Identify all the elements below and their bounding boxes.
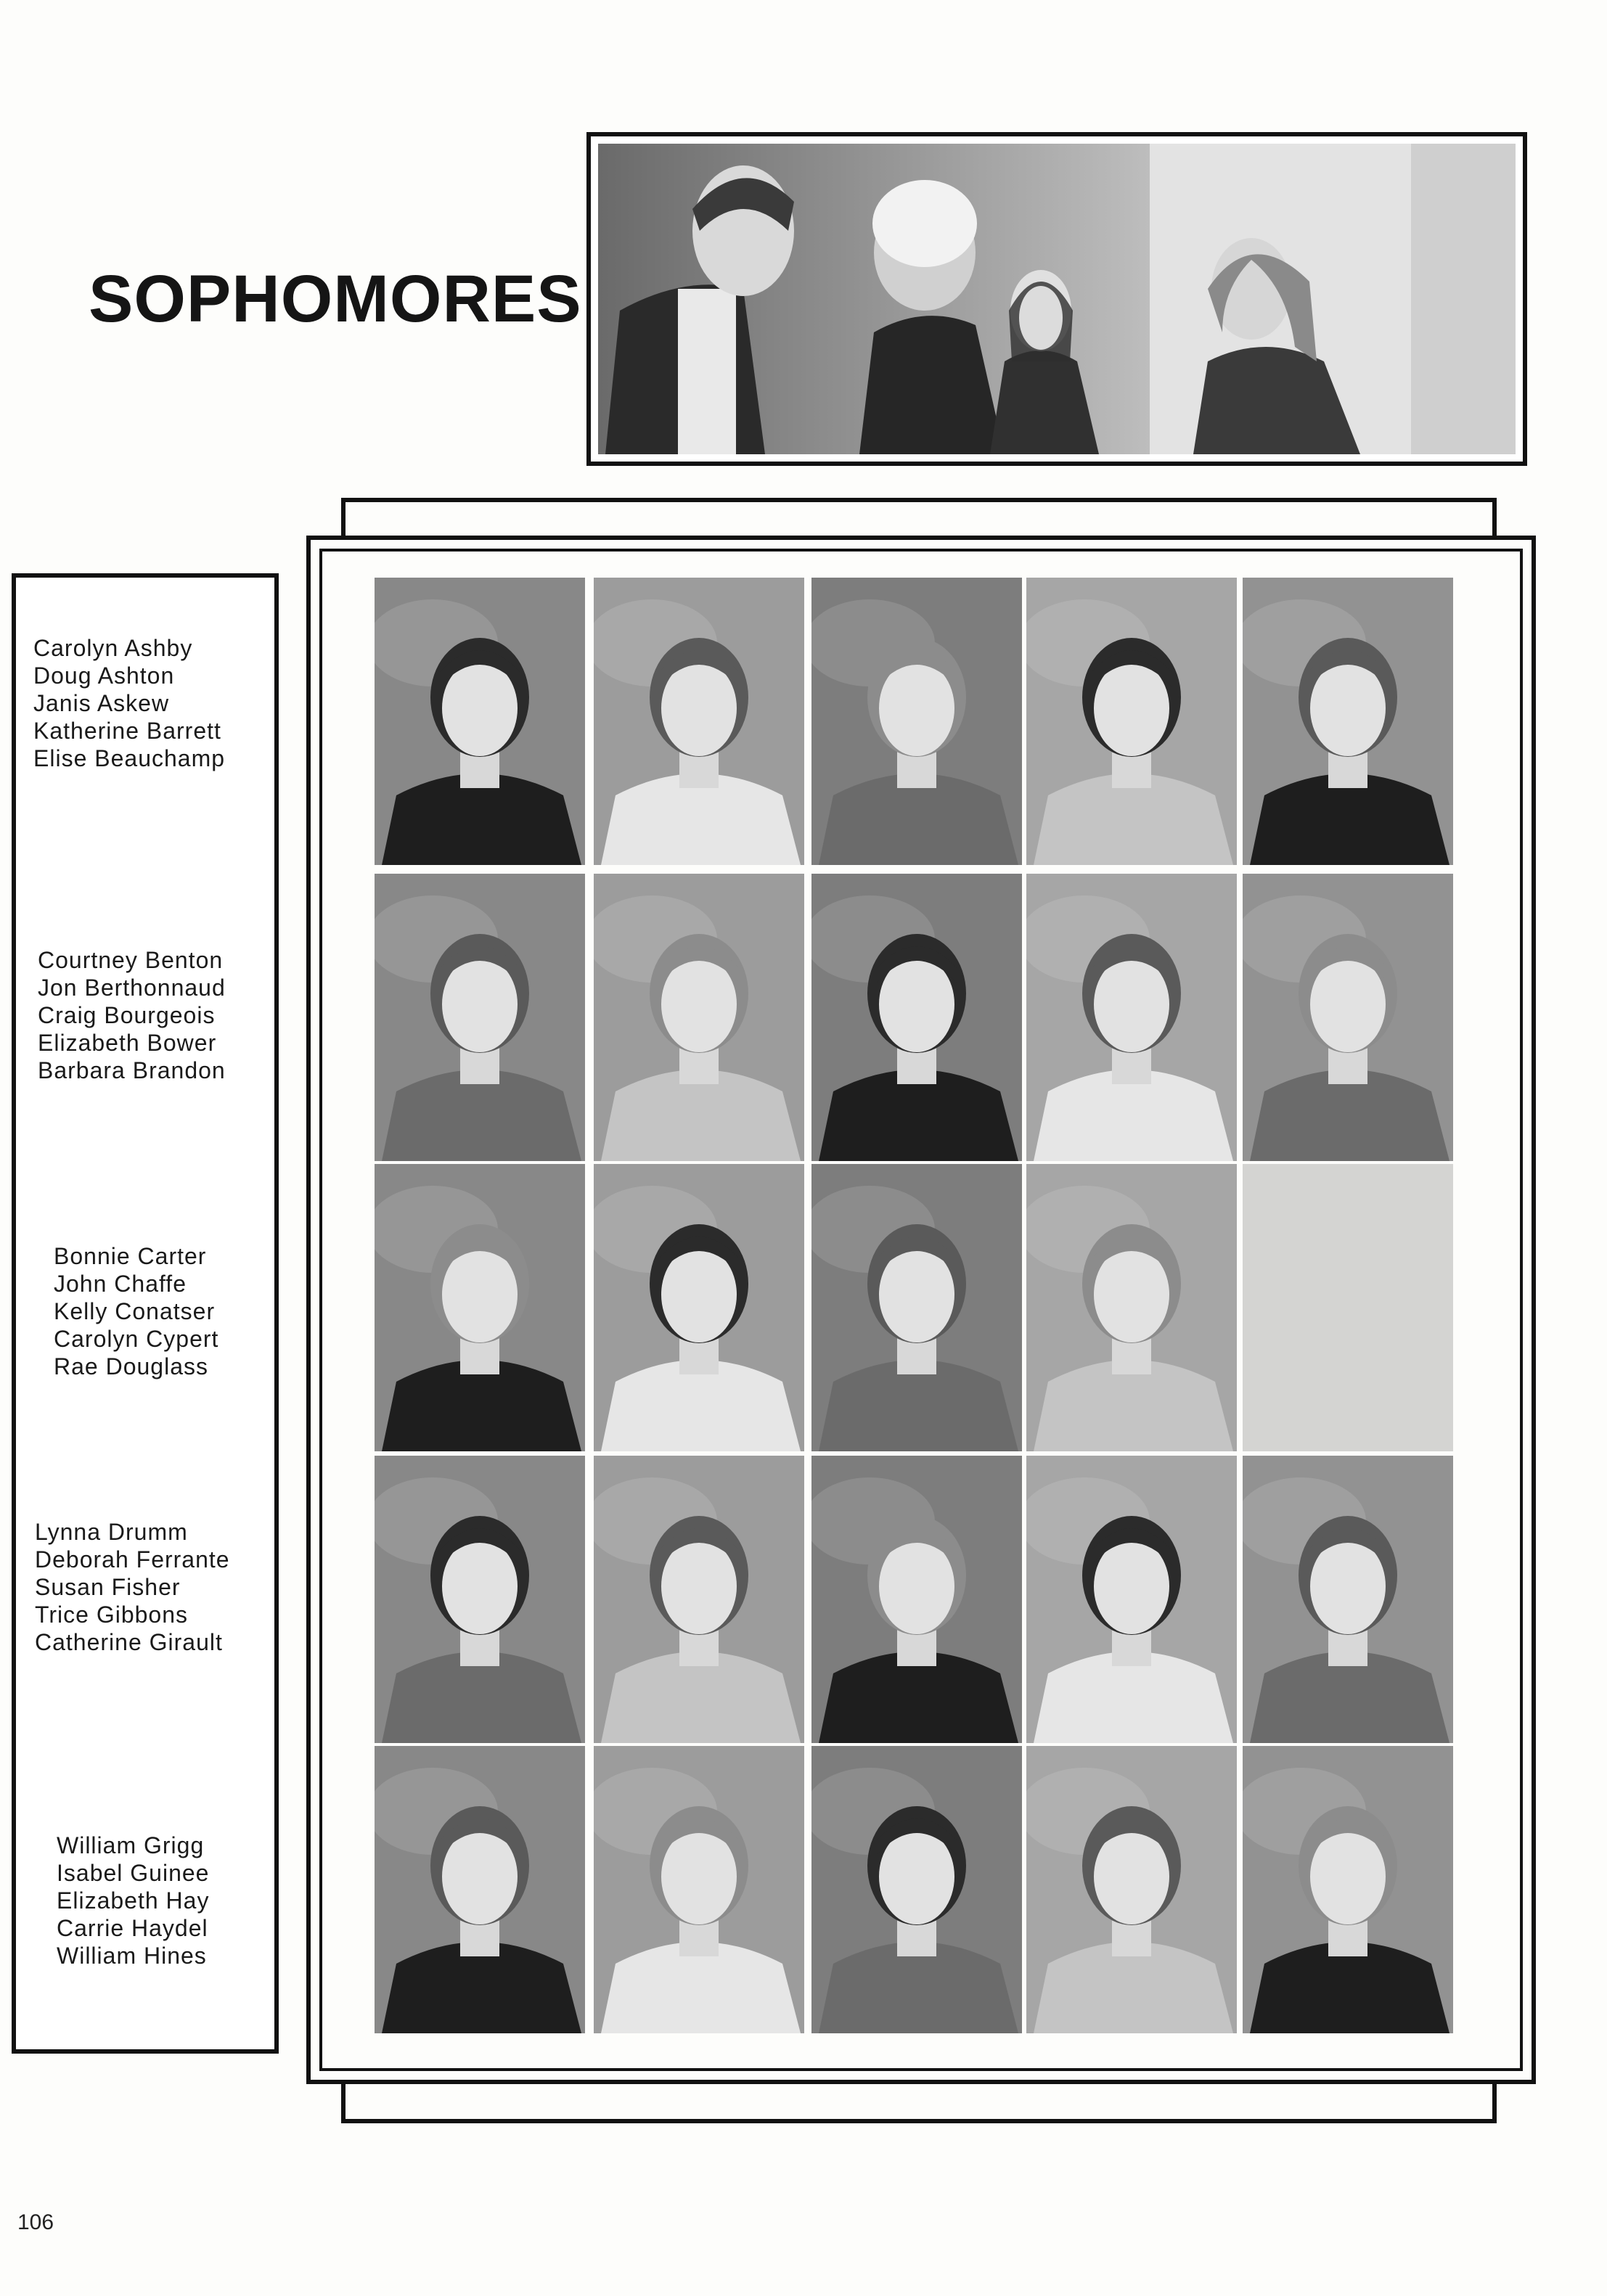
student-name: Elise Beauchamp — [33, 745, 226, 771]
student-name: Carolyn Cypert — [54, 1326, 219, 1352]
student-portrait — [375, 1456, 585, 1743]
student-portrait — [1026, 1164, 1237, 1451]
student-portrait — [375, 1746, 585, 2033]
student-name: Carolyn Ashby — [33, 635, 193, 661]
student-portrait — [1026, 1746, 1237, 2033]
name-group-row-5 — [57, 1832, 209, 1969]
page-number: 106 — [17, 2210, 54, 2234]
student-name: John Chaffe — [54, 1271, 187, 1297]
page-title: SOPHOMORES — [89, 262, 582, 336]
name-group-row-4 — [35, 1518, 230, 1656]
student-portrait — [811, 1746, 1022, 2033]
student-name: Kelly Conatser — [54, 1298, 216, 1324]
student-name: Elizabeth Bower — [38, 1030, 217, 1056]
student-portrait — [375, 578, 585, 865]
name-group-row-1 — [33, 634, 225, 772]
student-name: Bonnie Carter — [54, 1243, 207, 1269]
student-portrait — [594, 874, 804, 1161]
portrait-grid — [375, 578, 1463, 2033]
student-portrait — [375, 1164, 585, 1451]
header-photo — [586, 132, 1527, 466]
student-name: William Hines — [57, 1943, 207, 1969]
student-portrait — [375, 874, 585, 1161]
student-portrait — [594, 1746, 804, 2033]
student-portrait — [811, 1456, 1022, 1743]
student-name: Catherine Girault — [35, 1629, 223, 1655]
student-portrait — [811, 1164, 1022, 1451]
student-name: Trice Gibbons — [35, 1602, 188, 1628]
student-name: William Grigg — [57, 1832, 205, 1858]
student-name: Carrie Haydel — [57, 1915, 208, 1941]
student-portrait — [1243, 1456, 1453, 1743]
student-portrait — [811, 874, 1022, 1161]
student-name: Susan Fisher — [35, 1574, 181, 1600]
student-portrait — [594, 1456, 804, 1743]
student-name: Katherine Barrett — [33, 718, 221, 744]
student-portrait — [1026, 874, 1237, 1161]
student-portrait — [594, 1164, 804, 1451]
student-name: Elizabeth Hay — [57, 1887, 210, 1914]
students-group-photo — [598, 144, 1516, 454]
names-panel — [12, 573, 279, 2054]
student-name: Deborah Ferrante — [35, 1546, 230, 1573]
student-portrait — [1243, 1746, 1453, 2033]
name-group-row-2 — [38, 946, 226, 1084]
empty-portrait-slot — [1243, 1164, 1453, 1451]
name-group-row-3 — [54, 1242, 218, 1380]
student-portrait — [811, 578, 1022, 865]
student-name: Janis Askew — [33, 690, 170, 716]
student-name: Doug Ashton — [33, 663, 175, 689]
student-name: Rae Douglass — [54, 1353, 208, 1379]
student-portrait — [1026, 1456, 1237, 1743]
student-portrait — [1243, 874, 1453, 1161]
student-name: Craig Bourgeois — [38, 1002, 216, 1028]
student-name: Isabel Guinee — [57, 1860, 210, 1886]
student-name: Courtney Benton — [38, 947, 224, 973]
student-portrait — [594, 578, 804, 865]
student-name: Lynna Drumm — [35, 1519, 188, 1545]
student-name: Barbara Brandon — [38, 1057, 226, 1083]
student-portrait — [1243, 578, 1453, 865]
student-portrait — [1026, 578, 1237, 865]
student-name: Jon Berthonnaud — [38, 975, 226, 1001]
